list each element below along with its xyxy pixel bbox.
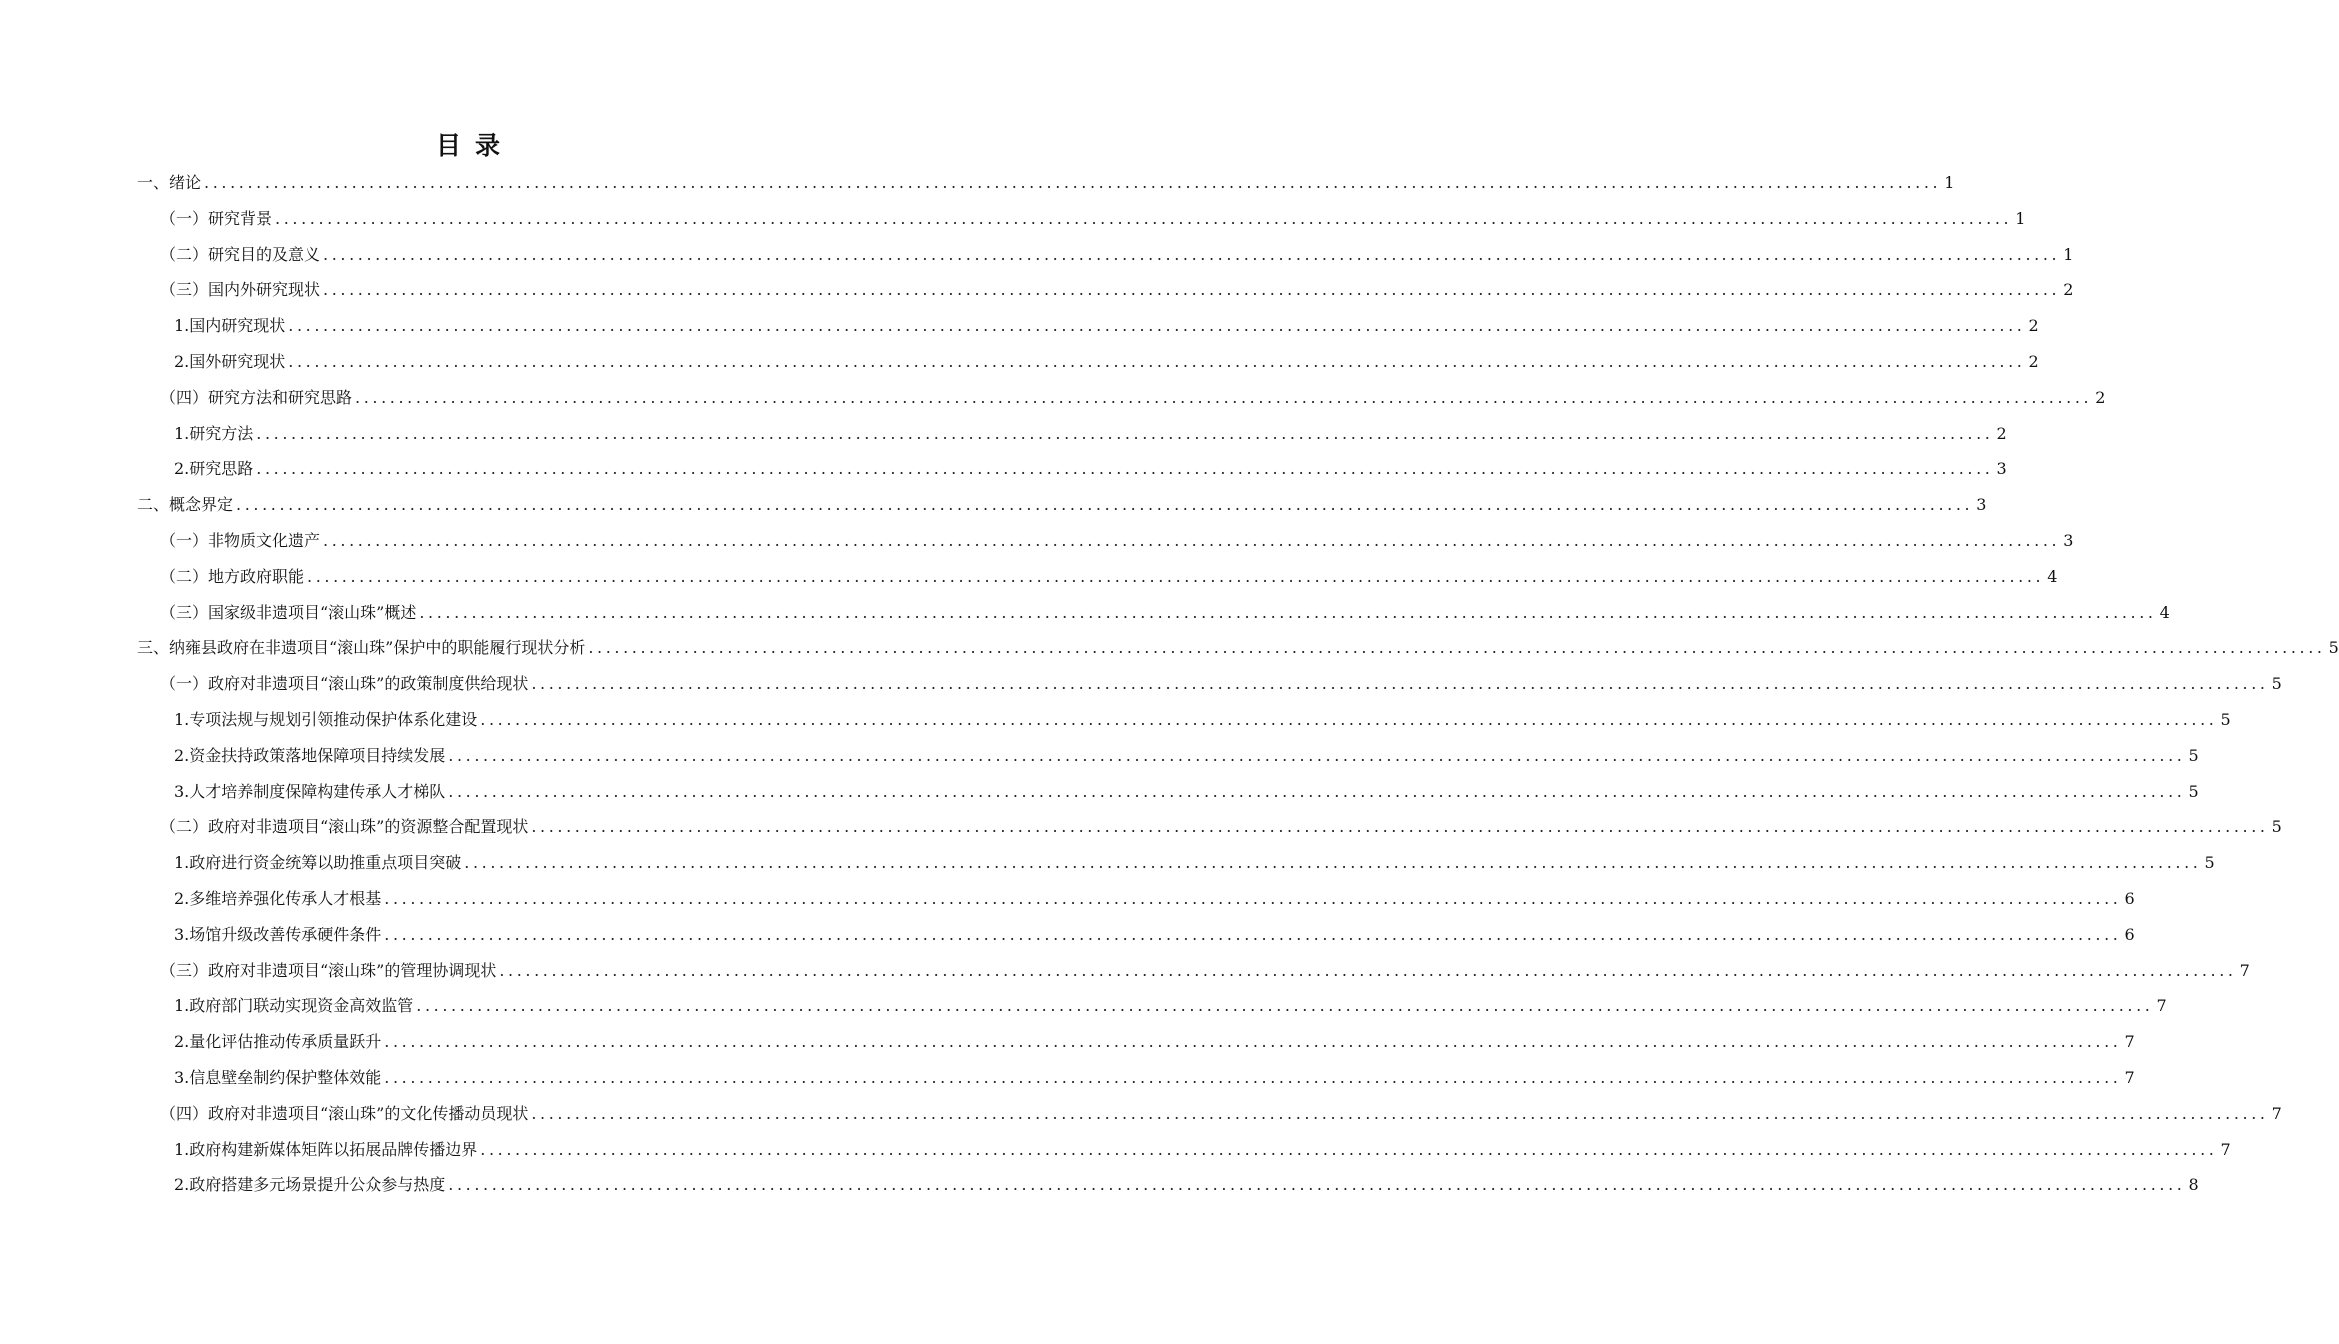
toc-entry — [160, 812, 2282, 838]
toc-entry-label: 三、纳雍县政府在非遗项目“滚山珠”保护中的职能履行现状分析 — [137, 638, 586, 658]
toc-entry-label: 2.资金扶持政策落地保障项目持续发展 — [174, 745, 446, 765]
toc-entry — [137, 168, 1955, 194]
toc-entry — [137, 633, 2339, 659]
toc-entry-label: 1.政府进行资金统筹以助推重点项目突破 — [174, 853, 462, 873]
toc-leader-dots: ........................................................................................................................................................................................................ — [288, 352, 2026, 371]
toc-leader-dots: ........................................................................................................................................................................................................ — [480, 710, 2218, 729]
toc-page-number: 5 — [2188, 781, 2199, 801]
toc-entry — [174, 1063, 2135, 1089]
toc-entry-label: 二、概念界定 — [137, 495, 234, 515]
toc-entry-label: 2.多维培养强化传承人才根基 — [174, 889, 382, 908]
toc-leader-dots: ........................................................................................................................................................................................................ — [480, 1139, 2218, 1159]
toc-entry — [160, 669, 2282, 695]
toc-page-number: 2 — [2063, 280, 2074, 300]
toc-leader-dots: ........................................................................................................................................................................................................ — [384, 889, 2122, 908]
toc-entry — [174, 920, 2135, 946]
toc-leader-dots: ........................................................................................................................................................................................................ — [256, 459, 1994, 479]
toc-page-number: 4 — [2047, 566, 2058, 586]
toc-entry-label: （一）政府对非遗项目“滚山珠”的政策制度供给现状 — [160, 674, 529, 694]
toc-page-number: 6 — [2124, 924, 2135, 944]
toc-leader-dots: ........................................................................................................................................................................................................ — [236, 495, 1974, 515]
toc-leader-dots: ........................................................................................................................................................................................................ — [416, 996, 2154, 1016]
toc-entry — [160, 240, 2074, 266]
toc-leader-dots: ........................................................................................................................................................................................................ — [588, 638, 2326, 658]
toc-entry-label: （一）研究背景 — [160, 208, 273, 228]
toc-leader-dots: ........................................................................................................................................................................................................ — [531, 674, 2269, 694]
toc-entry — [160, 562, 2058, 588]
toc-page-number: 4 — [2159, 602, 2170, 622]
toc-entry — [174, 741, 2199, 767]
toc-entry-label: 1.研究方法 — [174, 423, 254, 443]
toc-entry — [174, 347, 2039, 373]
toc-page-number: 3 — [2063, 531, 2074, 550]
toc-entry-label: 3.场馆升级改善传承硬件条件 — [174, 924, 382, 944]
toc-entry — [160, 275, 2074, 301]
toc-entry-label: 一、绪论 — [137, 173, 202, 192]
toc-page-number: 7 — [2124, 1068, 2135, 1087]
toc-page-number: 7 — [2156, 996, 2167, 1016]
toc-page-number: 3 — [1976, 495, 1987, 515]
toc-entry — [174, 454, 2007, 480]
toc-page-number: 7 — [2124, 1032, 2135, 1052]
toc-leader-dots: ........................................................................................................................................................................................................ — [384, 1068, 2122, 1087]
toc-entry-label: 1.政府部门联动实现资金高效监管 — [174, 996, 414, 1016]
toc-page-number: 1 — [2063, 244, 2074, 264]
toc-entry — [160, 956, 2250, 982]
toc-entry — [160, 598, 2170, 624]
toc-entry-label: （三）政府对非遗项目“滚山珠”的管理协调现状 — [160, 960, 497, 980]
toc-leader-dots: ........................................................................................................................................................................................................ — [448, 781, 2186, 801]
toc-entry — [174, 311, 2039, 337]
toc-entry-label: （二）研究目的及意义 — [160, 244, 321, 264]
toc-entry — [160, 383, 2106, 409]
toc-entry — [174, 1135, 2231, 1161]
toc-page-number: 5 — [2204, 853, 2215, 873]
toc-leader-dots: ........................................................................................................................................................................................................ — [275, 208, 2013, 228]
toc-page-number: 5 — [2220, 710, 2231, 729]
toc-page-number: 3 — [1996, 459, 2007, 479]
toc-page-number: 7 — [2220, 1139, 2231, 1159]
toc-leader-dots: ........................................................................................................................................................................................................ — [288, 316, 2026, 336]
toc-leader-dots: ........................................................................................................................................................................................................ — [384, 1032, 2122, 1052]
toc-entry — [160, 1099, 2282, 1125]
toc-page-number: 5 — [2271, 674, 2282, 694]
toc-entry-label: 2.国外研究现状 — [174, 352, 286, 371]
toc-entry — [174, 705, 2231, 731]
toc-entry — [174, 991, 2167, 1017]
toc-leader-dots: ........................................................................................................................................................................................................ — [499, 960, 2237, 980]
toc-entry-label: 1.政府构建新媒体矩阵以拓展品牌传播边界 — [174, 1139, 478, 1159]
toc-page-number: 5 — [2328, 638, 2339, 658]
toc-entry-label: 1.专项法规与规划引领推动保护体系化建设 — [174, 710, 478, 729]
toc-leader-dots: ........................................................................................................................................................................................................ — [323, 280, 2061, 300]
toc-entry-label: 2.量化评估推动传承质量跃升 — [174, 1032, 382, 1052]
toc-page-number: 1 — [2015, 208, 2026, 228]
toc-leader-dots: ........................................................................................................................................................................................................ — [204, 173, 1942, 192]
toc-leader-dots: ........................................................................................................................................................................................................ — [419, 602, 2157, 622]
toc-leader-dots: ........................................................................................................................................................................................................ — [307, 566, 2045, 586]
toc-entry-label: 3.信息壁垒制约保护整体效能 — [174, 1068, 382, 1087]
toc-leader-dots: ........................................................................................................................................................................................................ — [323, 244, 2061, 264]
toc-leader-dots: ........................................................................................................................................................................................................ — [355, 387, 2093, 407]
toc-entry-label: （一）非物质文化遗产 — [160, 531, 321, 550]
toc-entry-label: 2.研究思路 — [174, 459, 254, 479]
toc-entry-label: 2.政府搭建多元场景提升公众参与热度 — [174, 1175, 446, 1195]
toc-leader-dots: ........................................................................................................................................................................................................ — [531, 817, 2269, 837]
toc-leader-dots: ........................................................................................................................................................................................................ — [448, 745, 2186, 765]
toc-entry-label: 3.人才培养制度保障构建传承人才梯队 — [174, 781, 446, 801]
toc-entry — [174, 777, 2199, 803]
toc-leader-dots: ........................................................................................................................................................................................................ — [448, 1175, 2186, 1195]
toc-entry — [137, 490, 1987, 516]
toc-entry — [174, 848, 2215, 874]
toc-entry-label: （四）政府对非遗项目“滚山珠”的文化传播动员现状 — [160, 1103, 529, 1123]
toc-entry — [174, 1170, 2199, 1196]
toc-entry — [160, 526, 2074, 552]
toc-leader-dots: ........................................................................................................................................................................................................ — [464, 853, 2202, 873]
toc-entry-label: （三）国内外研究现状 — [160, 280, 321, 300]
toc-page-number: 7 — [2271, 1103, 2282, 1123]
toc-leader-dots: ........................................................................................................................................................................................................ — [384, 924, 2122, 944]
toc-entry — [174, 884, 2135, 910]
toc-page-number: 1 — [1944, 173, 1955, 192]
toc-entry — [174, 1027, 2135, 1053]
toc-page-number: 6 — [2124, 889, 2135, 908]
toc-entry-label: （三）国家级非遗项目“滚山珠”概述 — [160, 602, 417, 622]
toc-page-number: 8 — [2188, 1175, 2199, 1195]
toc-leader-dots: ........................................................................................................................................................................................................ — [531, 1103, 2269, 1123]
toc-leader-dots: ........................................................................................................................................................................................................ — [323, 531, 2061, 550]
toc-page-number: 2 — [2095, 387, 2106, 407]
toc-page-number: 7 — [2239, 960, 2250, 980]
toc-entry — [160, 204, 2026, 230]
toc-page-number: 2 — [2028, 352, 2039, 371]
toc-leader-dots: ........................................................................................................................................................................................................ — [256, 423, 1994, 443]
toc-entry — [174, 419, 2007, 445]
toc-entry-label: （四）研究方法和研究思路 — [160, 387, 353, 407]
toc-page-number: 2 — [2028, 316, 2039, 336]
toc-page-number: 5 — [2188, 745, 2199, 765]
toc-entry-label: （二）地方政府职能 — [160, 566, 305, 586]
toc-entry-label: 1.国内研究现状 — [174, 316, 286, 336]
toc-page-number: 5 — [2271, 817, 2282, 837]
toc-page-number: 2 — [1996, 423, 2007, 443]
page-title: 目录 — [435, 131, 514, 160]
toc-entry-label: （二）政府对非遗项目“滚山珠”的资源整合配置现状 — [160, 817, 529, 837]
